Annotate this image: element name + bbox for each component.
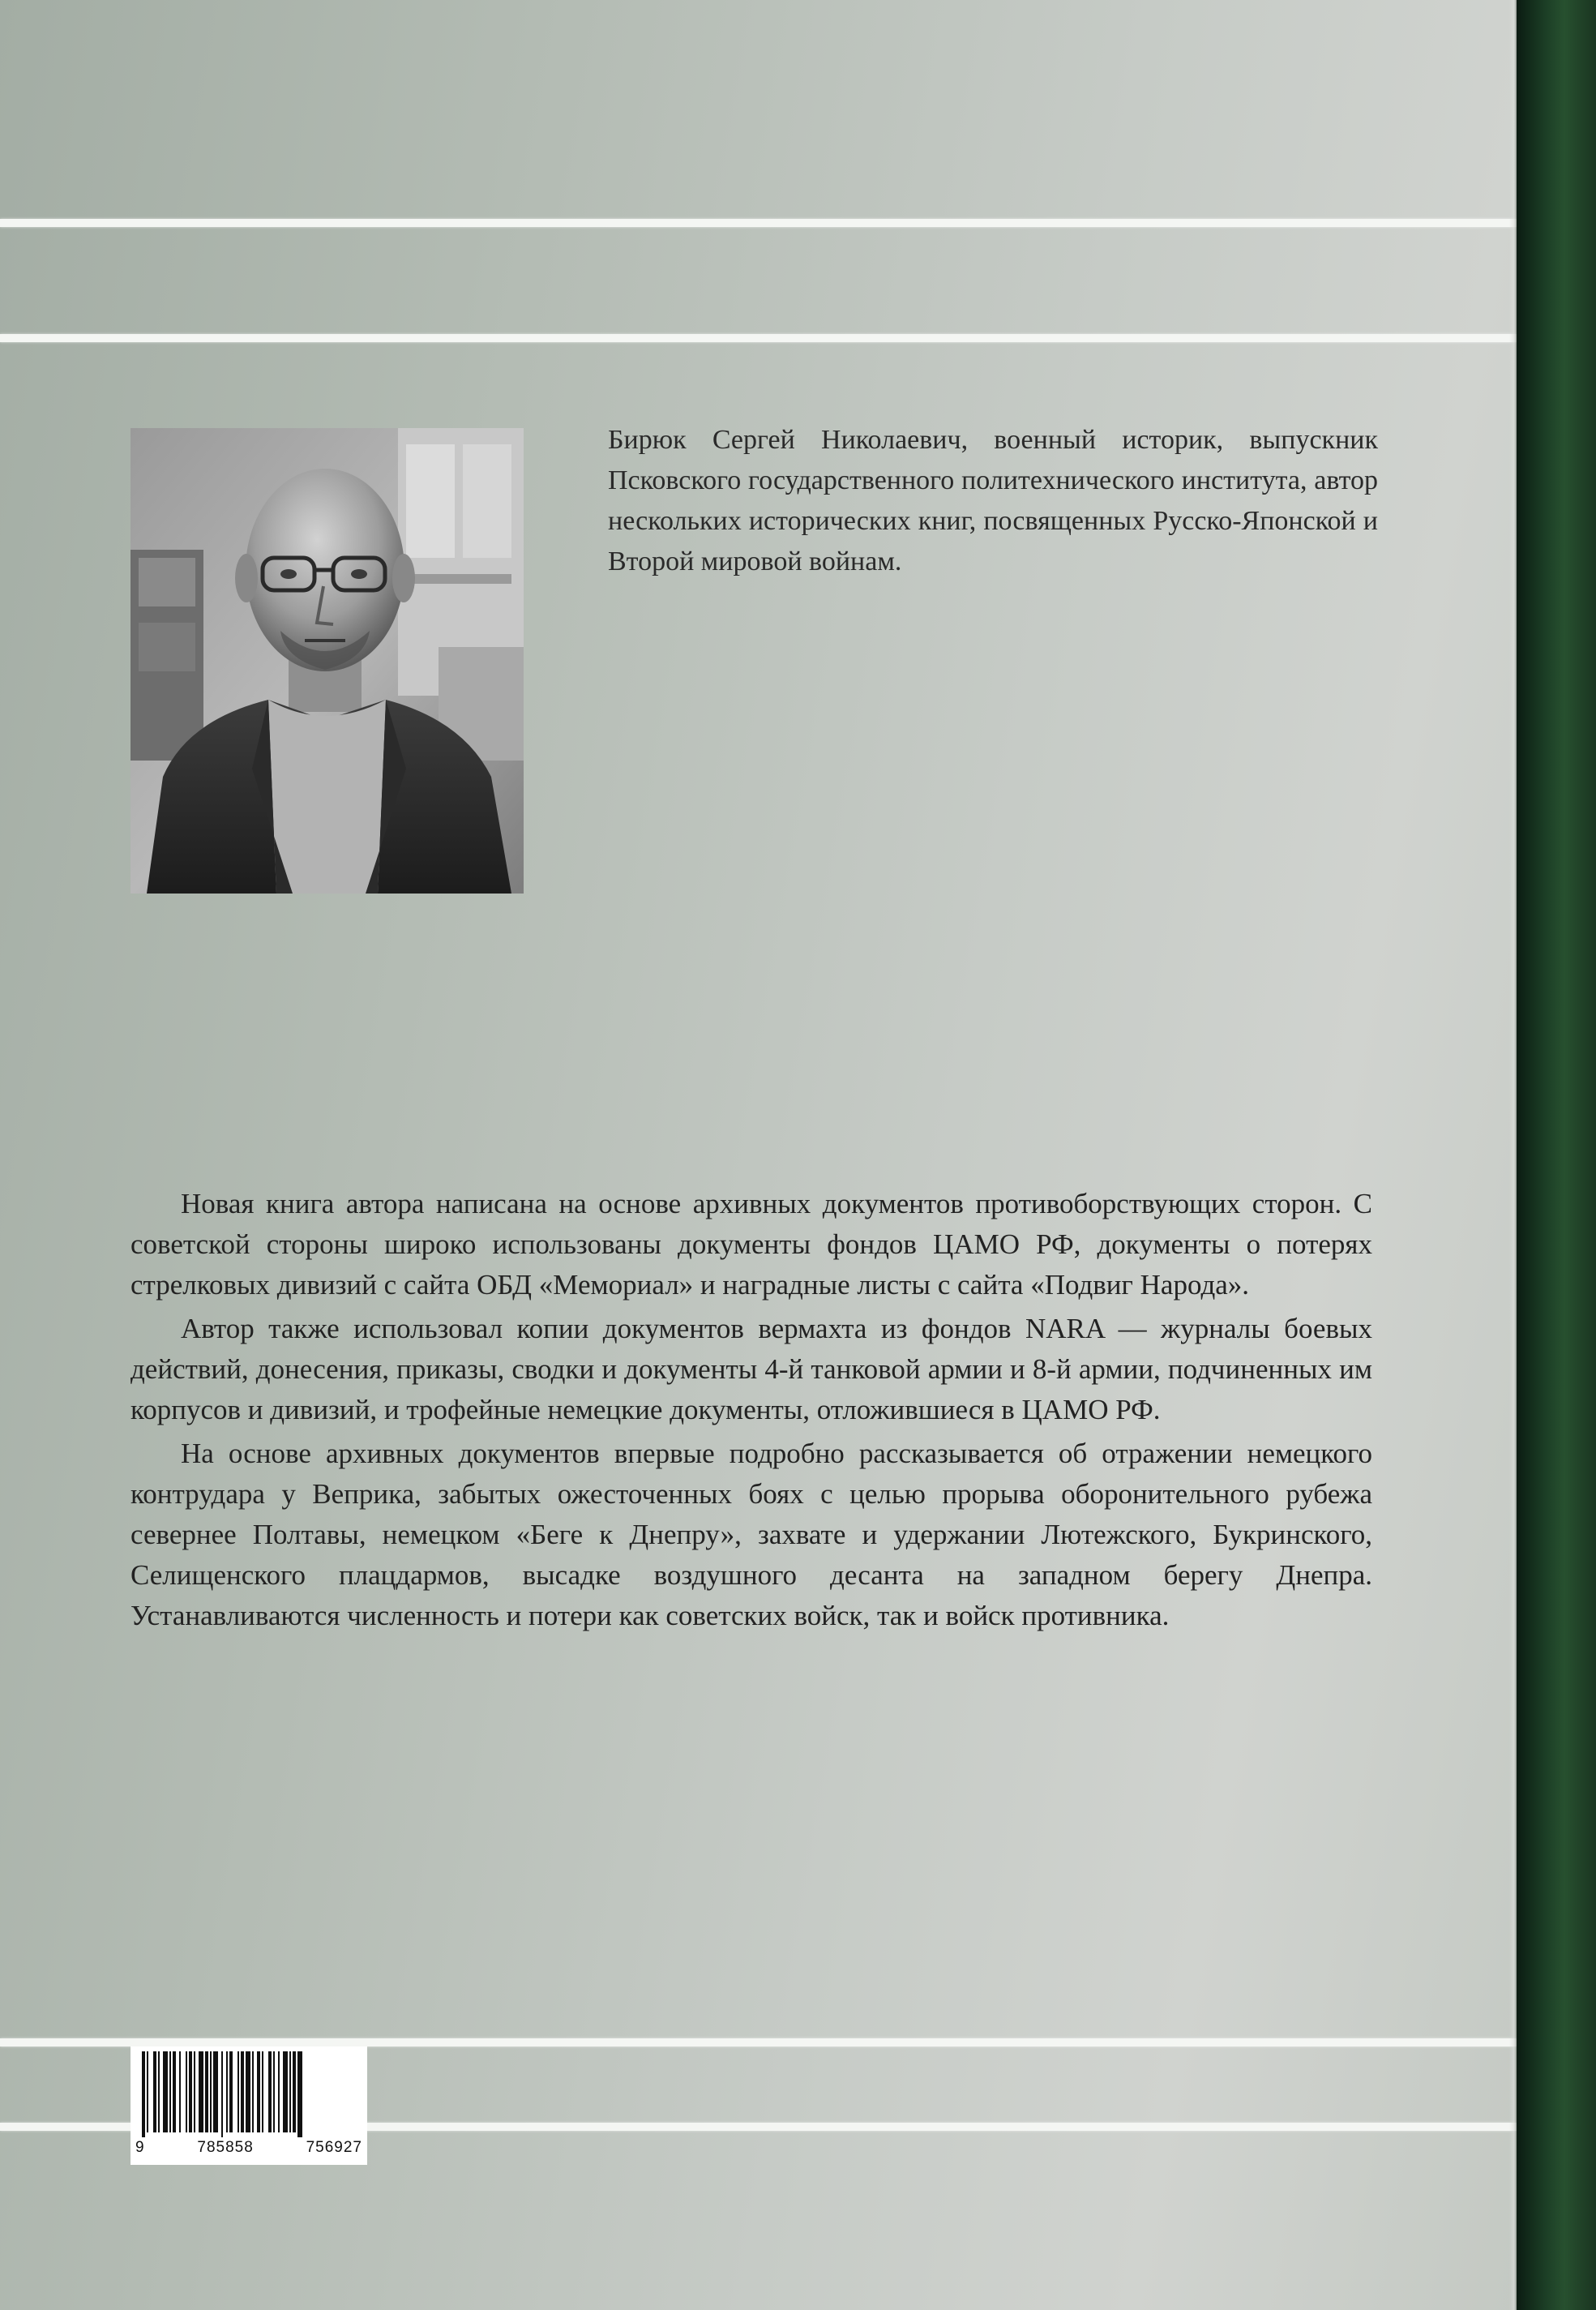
barcode-digit-group: 785858 bbox=[197, 2139, 254, 2156]
isbn-barcode bbox=[131, 2046, 367, 2165]
author-bio: Бирюк Сергей Николаевич, военный историк, выпускник Псковского государственного политехнического института, автор нескольких исторических книг, посвященных Русско-Японской и Второй мировой войнам. bbox=[608, 425, 1378, 576]
decorative-stripe bbox=[0, 334, 1517, 342]
decorative-stripe bbox=[0, 2038, 1517, 2046]
decorative-stripe bbox=[0, 219, 1517, 227]
barcode-digit-group: 9 bbox=[135, 2139, 145, 2156]
barcode-digits bbox=[131, 2139, 367, 2163]
book-description bbox=[131, 1184, 1372, 1639]
author-photo bbox=[131, 428, 524, 894]
description-paragraph: Новая книга автора написана на основе архивных документов противоборствующих сторон. С советской стороны широко использованы документы фондов ЦАМО РФ, документы о потерях стрелковых дивизий с сайта ОБД «Мемориал» и наградные листы с сайта «Подвиг Народа». bbox=[131, 1188, 1372, 1301]
book-spine bbox=[1517, 0, 1596, 2310]
description-paragraph: На основе архивных документов впервые подробно рассказывается об отражении немецкого контрудара у Веприка, забытых ожесточенных боях с целью прорыва оборонительного рубежа севернее Полтавы, немецком «Беге к Днепру», захвате и удержании Лютежского, Букринского, Селищенского плацдармов, высадке воздушного десанта на западном берегу Днепра. Устанавливаются численность и потери как советских войск, так и войск противника. bbox=[131, 1438, 1372, 1631]
barcode-digit-group: 756927 bbox=[306, 2139, 362, 2156]
barcode-bars bbox=[131, 2046, 367, 2137]
description-paragraph: Автор также использовал копии документов вермахта из фондов NARA — журналы боевых действий, донесения, приказы, сводки и документы 4-й танковой армии и 8-й армии, подчиненных им корпусов и дивизий, и трофейные немецкие документы, отложившиеся в ЦАМО РФ. bbox=[131, 1313, 1372, 1425]
